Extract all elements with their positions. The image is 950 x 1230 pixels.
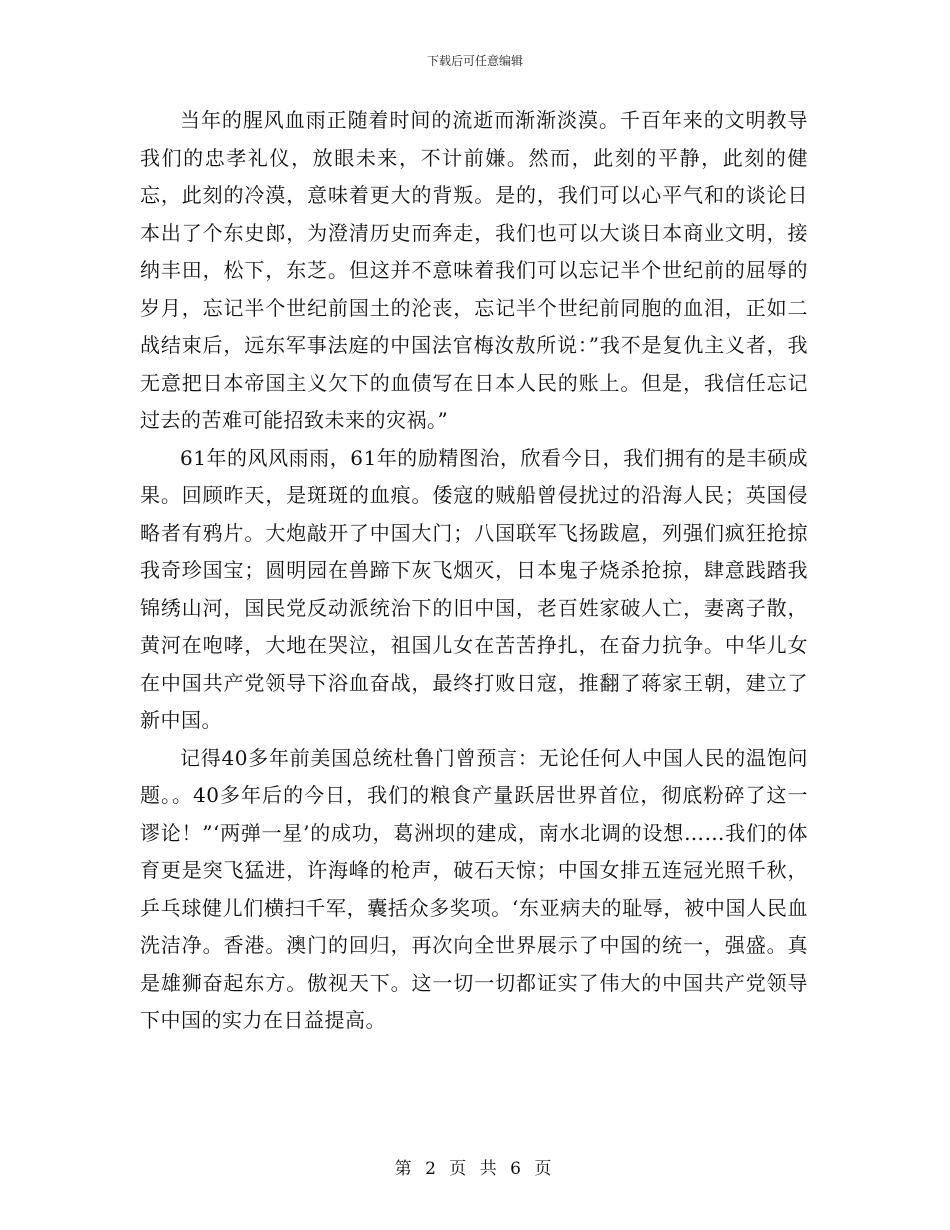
document-body	[140, 102, 808, 1040]
paragraph-1: 当年的腥风血雨正随着时间的流逝而渐渐淡漠。千百年来的文明教导我们的忠孝礼仪，放眼未来，不计前嫌。然而，此刻的平静，此刻的健忘，此刻的冷漠，意味着更大的背叛。是的，我们可以心平气和的谈论日本出了个东史郎，为澄清历史而奔走，我们也可以大谈日本商业文明，接纳丰田，松下，东芝。但这并不意味着我们可以忘记半个世纪前的屈辱的岁月，忘记半个世纪前国土的沦丧，忘记半个世纪前同胞的血泪，正如二战结束后，远东军事法庭的中国法官梅汝敖所说：”我不是复仇主义者，我无意把日本帝国主义欠下的血债写在日本人民的账上。但是，我信任忘记过去的苦难可能招致未来的灾祸。”	[140, 108, 808, 432]
paragraph-2: 61年的风风雨雨，61年的励精图治，欣看今日，我们拥有的是丰硕成果。回顾昨天，是斑斑的血痕。倭寇的贼船曾侵扰过的沿海人民；英国侵略者有鸦片。大炮敲开了中国大门；八国联军飞扬跋扈，列强们疯狂抢掠我奇珍国宝；圆明园在兽蹄下灰飞烟灭，日本鬼子烧杀抢掠，肆意践踏我锦绣山河，国民党反动派统治下的旧中国，老百姓家破人亡，妻离子散，黄河在咆哮，大地在哭泣，祖国儿女在苦苦挣扎，在奋力抗争。中华儿女在中国共产党领导下浴血奋战，最终打败日寇，推翻了蒋家王朝，建立了新中国。	[140, 445, 808, 732]
page-header-note: 下载后可任意编辑	[426, 54, 523, 68]
page-number: 第 2 页 共 6 页	[394, 1159, 556, 1179]
paragraph-3: 记得40多年前美国总统杜鲁门曾预言：无论任何人中国人民的温饱问题。。40多年后的今日，我们的粮食产量跃居世界首位，彻底粉碎了这一谬论！”‘两弹一星’的成功，葛洲坝的建成，南水北调的设想……我们的体育更是突飞猛进，许海峰的枪声，破石天惊；中国女排五连冠光照千秋，乒乓球健儿们横扫千军，囊括众多奖项。‘东亚病夫的耻辱，被中国人民血洗洁净。香港。澳门的回归，再次向全世界展示了中国的统一，强盛。真是雄狮奋起东方。傲视天下。这一切一切都证实了伟大的中国共产党领导下中国的实力在日益提高。	[140, 745, 808, 1032]
